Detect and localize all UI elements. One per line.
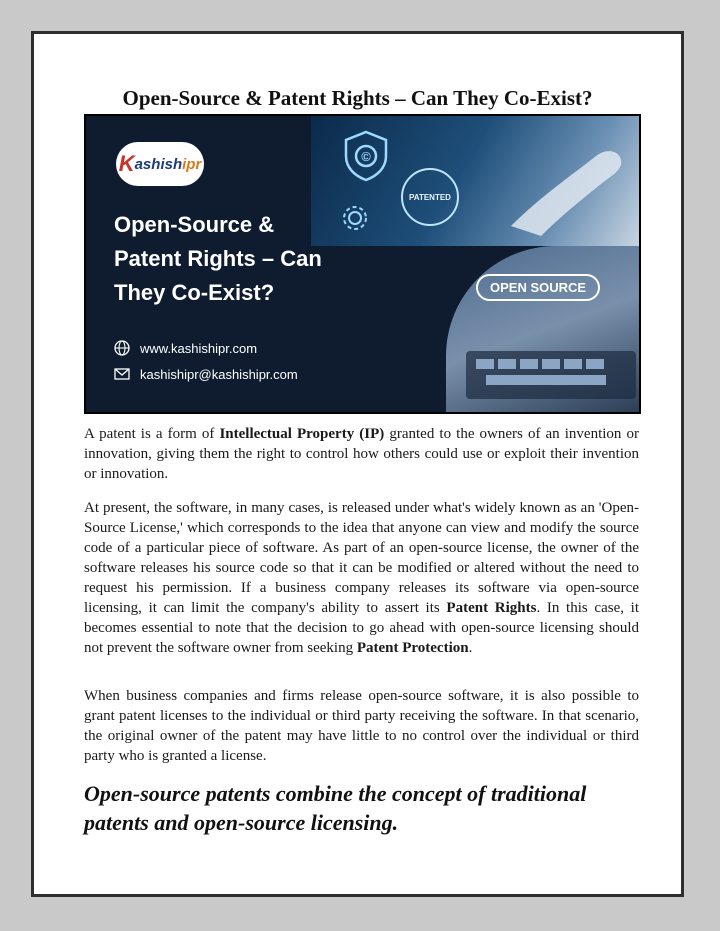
- banner-heading-line: Open-Source &: [114, 212, 275, 237]
- closing-statement: Open-source patents combine the concept of traditional patents and open-source licensing.: [84, 781, 587, 835]
- open-source-label: OPEN SOURCE: [476, 274, 600, 301]
- keyboard-icon: [466, 341, 636, 401]
- document-title: Open-Source & Patent Rights – Can They Co-Exist?: [122, 86, 593, 110]
- bold-term: Patent Protection: [356, 640, 469, 656]
- paragraph-patent-licenses: When business companies and firms release open-source software, it is also possible to grant patent licenses to the individual or third party receiving the software. In that scenario, the original owner of the patent may have little to no control over the individual or third party who is granted a license.: [84, 688, 639, 764]
- shield-icon: [343, 130, 389, 187]
- banner-heading: [114, 208, 384, 310]
- kashishipr-logo: K ashish ipr: [116, 142, 204, 186]
- document-page: [31, 31, 684, 897]
- banner-website: [114, 340, 257, 356]
- banner-heading-line: Patent Rights – Can: [114, 246, 322, 271]
- hand-icon: [501, 136, 631, 236]
- article-banner-image: [84, 114, 641, 414]
- patented-stamp: PATENTED: [401, 168, 459, 226]
- paragraph-open-source-license: At present, the software, in many cases, is released under what's widely known as an 'Open-Source License,' which corresponds to the idea that anyone can view and modify the source code of a particular piece of software. As part of an open-source license, the owner of the software releases his source code so that it can be modified or altered without the need to request his permission. If a business company releases its software via open-source licensing, it can limit the company's ability to assert its Patent Rights. In this case, it becomes essential to note that the decision to go ahead with open-source licensing should not prevent the software owner from seeking Patent Protection.: [84, 500, 639, 656]
- banner-heading-line: They Co-Exist?: [114, 280, 275, 305]
- envelope-icon: [114, 366, 130, 382]
- banner-email: [114, 366, 298, 382]
- email-text: kashishipr@kashishipr.com: [140, 366, 298, 382]
- banner-photo-keyboard: [446, 246, 641, 414]
- website-text: www.kashishipr.com: [140, 340, 258, 356]
- bold-term: Intellectual Property (IP): [219, 426, 385, 442]
- globe-icon: [114, 340, 130, 356]
- paragraph-patent-definition: A patent is a form of Intellectual Property (IP) granted to the owners of an invention or innovation, giving them the right to control how others could use or exploit their invention or innovation.: [84, 426, 639, 482]
- svg-text:©: ©: [361, 149, 371, 164]
- bold-term: Patent Rights: [446, 600, 537, 616]
